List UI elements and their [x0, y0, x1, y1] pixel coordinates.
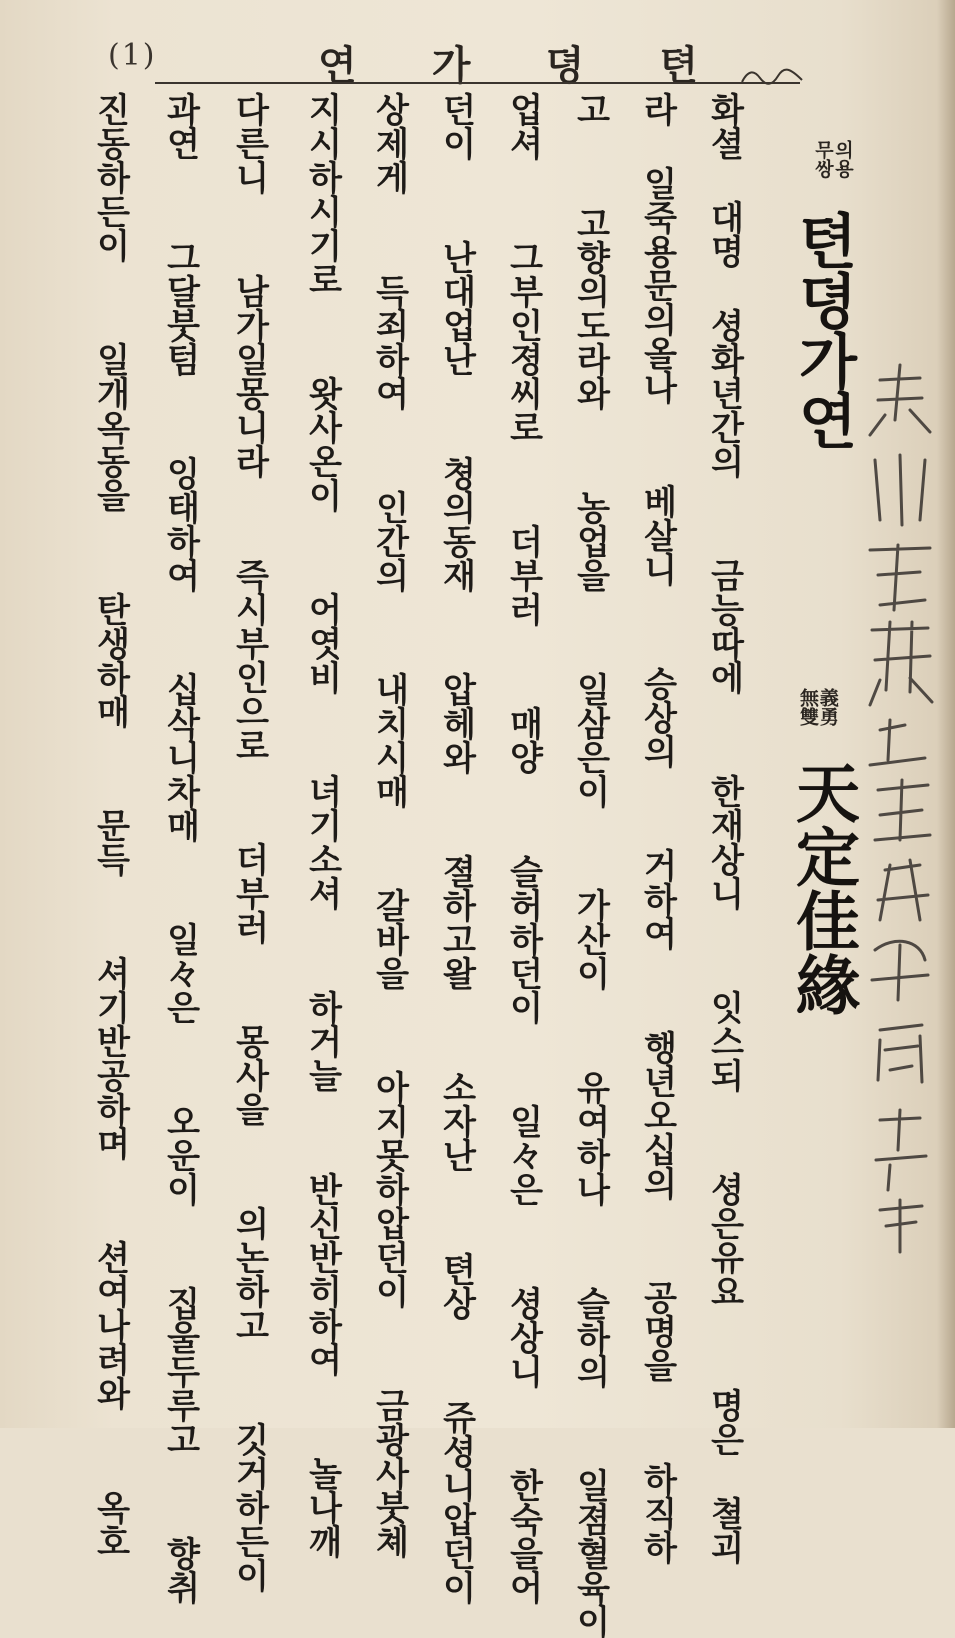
- text-column: 다른니 남가일몽니라 즉시부인으로 더부러 몽사을 의논하고 깃거하든이: [229, 92, 269, 1592]
- running-title-char: 가: [431, 42, 471, 89]
- title-hanja: 天定佳緣: [785, 760, 860, 1016]
- page-number: (1): [108, 38, 157, 73]
- text-column: 던이 난대업난 쳥의동재 압헤와 졀하고왈 소자난 텬상 쥬셩니압던이: [436, 92, 476, 1604]
- ornament-squiggle: [740, 64, 804, 88]
- text-column: 진동하든이 일개옥동을 탄생하매 문득 셔기반공하며 션여나려와 옥호: [90, 92, 130, 1558]
- running-title-char: 텬: [659, 42, 698, 89]
- text-column: 상제게 득죄하여 인간의 내치시매 갈바을 아지못하압던이 금광사붓쳬: [369, 92, 409, 1558]
- header-rule: [155, 82, 800, 84]
- running-title-char: 뎡: [545, 42, 585, 89]
- handwritten-inscription: [850, 360, 955, 1260]
- text-column: 라 일죽용문의올나 베살니 승상의 거하여 행년오십의 공명을 하직하: [637, 92, 677, 1564]
- title-hangul: 텬뎡가연: [788, 210, 858, 450]
- text-column: 화셜 대명 셩화년간의 금능따에 한재상니 잇스되 셩은유요 명은 쳘괴: [704, 92, 744, 1564]
- text-column: 고 고향의도라와 농업을 일삼은이 가산이 유여하나 슬하의 일졈혈육이: [570, 92, 610, 1638]
- running-title-char: 연: [318, 42, 357, 89]
- text-column: 지시하시기로 왓사온이 어엿비 녀기소셔 하거늘 반신반히하여 놀나깨: [302, 92, 342, 1558]
- running-header: [0, 30, 955, 90]
- text-column: 업셔 그부인졍씨로 더부러 매양 슬허하던이 일々은 셩상니 한숙을어: [503, 92, 543, 1604]
- title-subtitle-hangul: 의용 무쌍: [811, 140, 854, 178]
- title-subtitle-hanja: 義勇 無雙: [796, 688, 839, 726]
- text-column: 과연 그달붓텀 잉태하여 십삭니차매 일々은 오운이 집울두루고 향취: [160, 92, 200, 1604]
